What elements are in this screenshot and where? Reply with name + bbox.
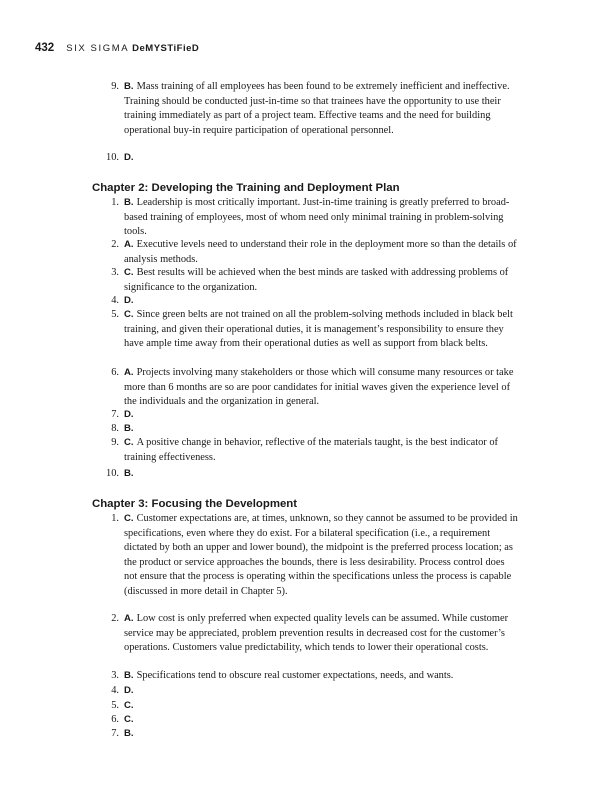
- answer-text: Low cost is only preferred when expected quality levels can be assumed. While customer service may be appreciated, problem prevention results in decreased cost for the customer’s operations. Customers value predictability, which tends to lower their operational costs.: [124, 613, 509, 654]
- answer-key: B.: [124, 197, 134, 208]
- answer-key: B.: [124, 81, 134, 92]
- item-body: [124, 422, 519, 437]
- item-number: 9.: [111, 81, 119, 92]
- item-number: 3.: [111, 670, 119, 681]
- page-number: 432: [35, 42, 55, 54]
- answer-key: B.: [124, 423, 134, 434]
- answer-key: D.: [124, 295, 134, 306]
- book-title-suffix: DeMYSTiFieD: [132, 43, 200, 54]
- item-number: 5.: [111, 309, 119, 320]
- item-body: [124, 684, 519, 699]
- answer-key: C.: [124, 714, 134, 725]
- running-head: [35, 40, 575, 56]
- item-number: 2.: [111, 239, 119, 250]
- item-number: 10.: [106, 152, 119, 163]
- item-body: [124, 436, 519, 465]
- item-body: [124, 366, 519, 410]
- answer-key: C.: [124, 437, 134, 448]
- item-number: 4.: [111, 295, 119, 306]
- answer-text: Leadership is most critically important. Just-in-time training is greatly preferred to broad-based training of employees, most of whom need only minimal training in problem-solving tools.: [124, 197, 510, 238]
- item-body: [124, 512, 519, 600]
- answer-key: C.: [124, 700, 134, 711]
- item-body: [124, 713, 519, 728]
- item-body: [124, 727, 519, 742]
- answer-key: D.: [124, 152, 134, 163]
- item-number: 9.: [111, 437, 119, 448]
- answer-text: Mass training of all employees has been found to be extremely inefficient and ineffective. Training should be conducted just-in-time so that trainees have the opportunity to use their training immediately as part of a project team. Effective teams and the need for building operational buy-in require participation of operational personnel.: [124, 81, 510, 136]
- item-number: 10.: [106, 468, 119, 479]
- item-number: 5.: [111, 700, 119, 711]
- chapter-heading: Chapter 2: Developing the Training and Deployment Plan: [92, 182, 400, 194]
- answer-key: A.: [124, 239, 134, 250]
- item-number: 6.: [111, 714, 119, 725]
- item-number: 6.: [111, 367, 119, 378]
- item-body: [124, 196, 519, 240]
- item-body: [124, 238, 519, 267]
- item-body: [124, 612, 519, 656]
- book-title: SIX SIGMA: [66, 43, 130, 54]
- item-number: 4.: [111, 685, 119, 696]
- item-number: 8.: [111, 423, 119, 434]
- answer-text: Since green belts are not trained on all the problem-solving methods included in black belt training, and given their operational duties, it is management’s responsibility to ensure they have ample time away from their operational duties as well as support from black belts.: [124, 309, 513, 350]
- item-number: 1.: [111, 197, 119, 208]
- answer-text: Customer expectations are, at times, unknown, so they cannot be assumed to be provided in specifications, even where they do exist. For a bilateral specification (i.e., a requirement dictated by both an upper and lower bound), the midpoint is the preferred process location; as the product or service approaches the bounds, there is less desirability. Process control does not ensure that the process is operating within the specifications unless the process is capable (discussed in more detail in Chapter 5).: [124, 513, 518, 597]
- answer-key: B.: [124, 468, 134, 479]
- answer-key: D.: [124, 409, 134, 420]
- item-body: [124, 408, 519, 423]
- chapter-heading: Chapter 3: Focusing the Development: [92, 498, 298, 510]
- answer-key: D.: [124, 685, 134, 696]
- answer-key: C.: [124, 513, 134, 524]
- answer-key: B.: [124, 728, 134, 739]
- answer-text: Specifications tend to obscure real customer expectations, needs, and wants.: [136, 670, 454, 681]
- item-number: 2.: [111, 613, 119, 624]
- item-number: 3.: [111, 267, 119, 278]
- item-number: 7.: [111, 728, 119, 739]
- answer-text: Executive levels need to understand their role in the deployment more so than the details of analysis methods.: [124, 239, 517, 265]
- answer-text: Projects involving many stakeholders or those which will consume many resources or take more than 6 months are so are poor candidates for initial waves given the experience level of the individuals and the organization in general.: [124, 367, 514, 408]
- answer-key: C.: [124, 267, 134, 278]
- item-number: 1.: [111, 513, 119, 524]
- answer-key: C.: [124, 309, 134, 320]
- item-number: 7.: [111, 409, 119, 420]
- answer-text: Best results will be achieved when the best minds are tasked with addressing problems of significance to the organization.: [124, 267, 509, 293]
- item-body: [124, 467, 519, 482]
- item-body: [124, 669, 519, 684]
- answer-key: A.: [124, 367, 134, 378]
- answer-text: A positive change in behavior, reflective of the materials taught, is the best indicator of training effectiveness.: [124, 437, 499, 463]
- item-body: [124, 699, 519, 714]
- item-body: [124, 80, 519, 138]
- answer-key: B.: [124, 670, 134, 681]
- answer-key: A.: [124, 613, 134, 624]
- item-body: [124, 294, 519, 309]
- item-body: [124, 151, 519, 166]
- item-body: [124, 308, 519, 352]
- item-body: [124, 266, 519, 295]
